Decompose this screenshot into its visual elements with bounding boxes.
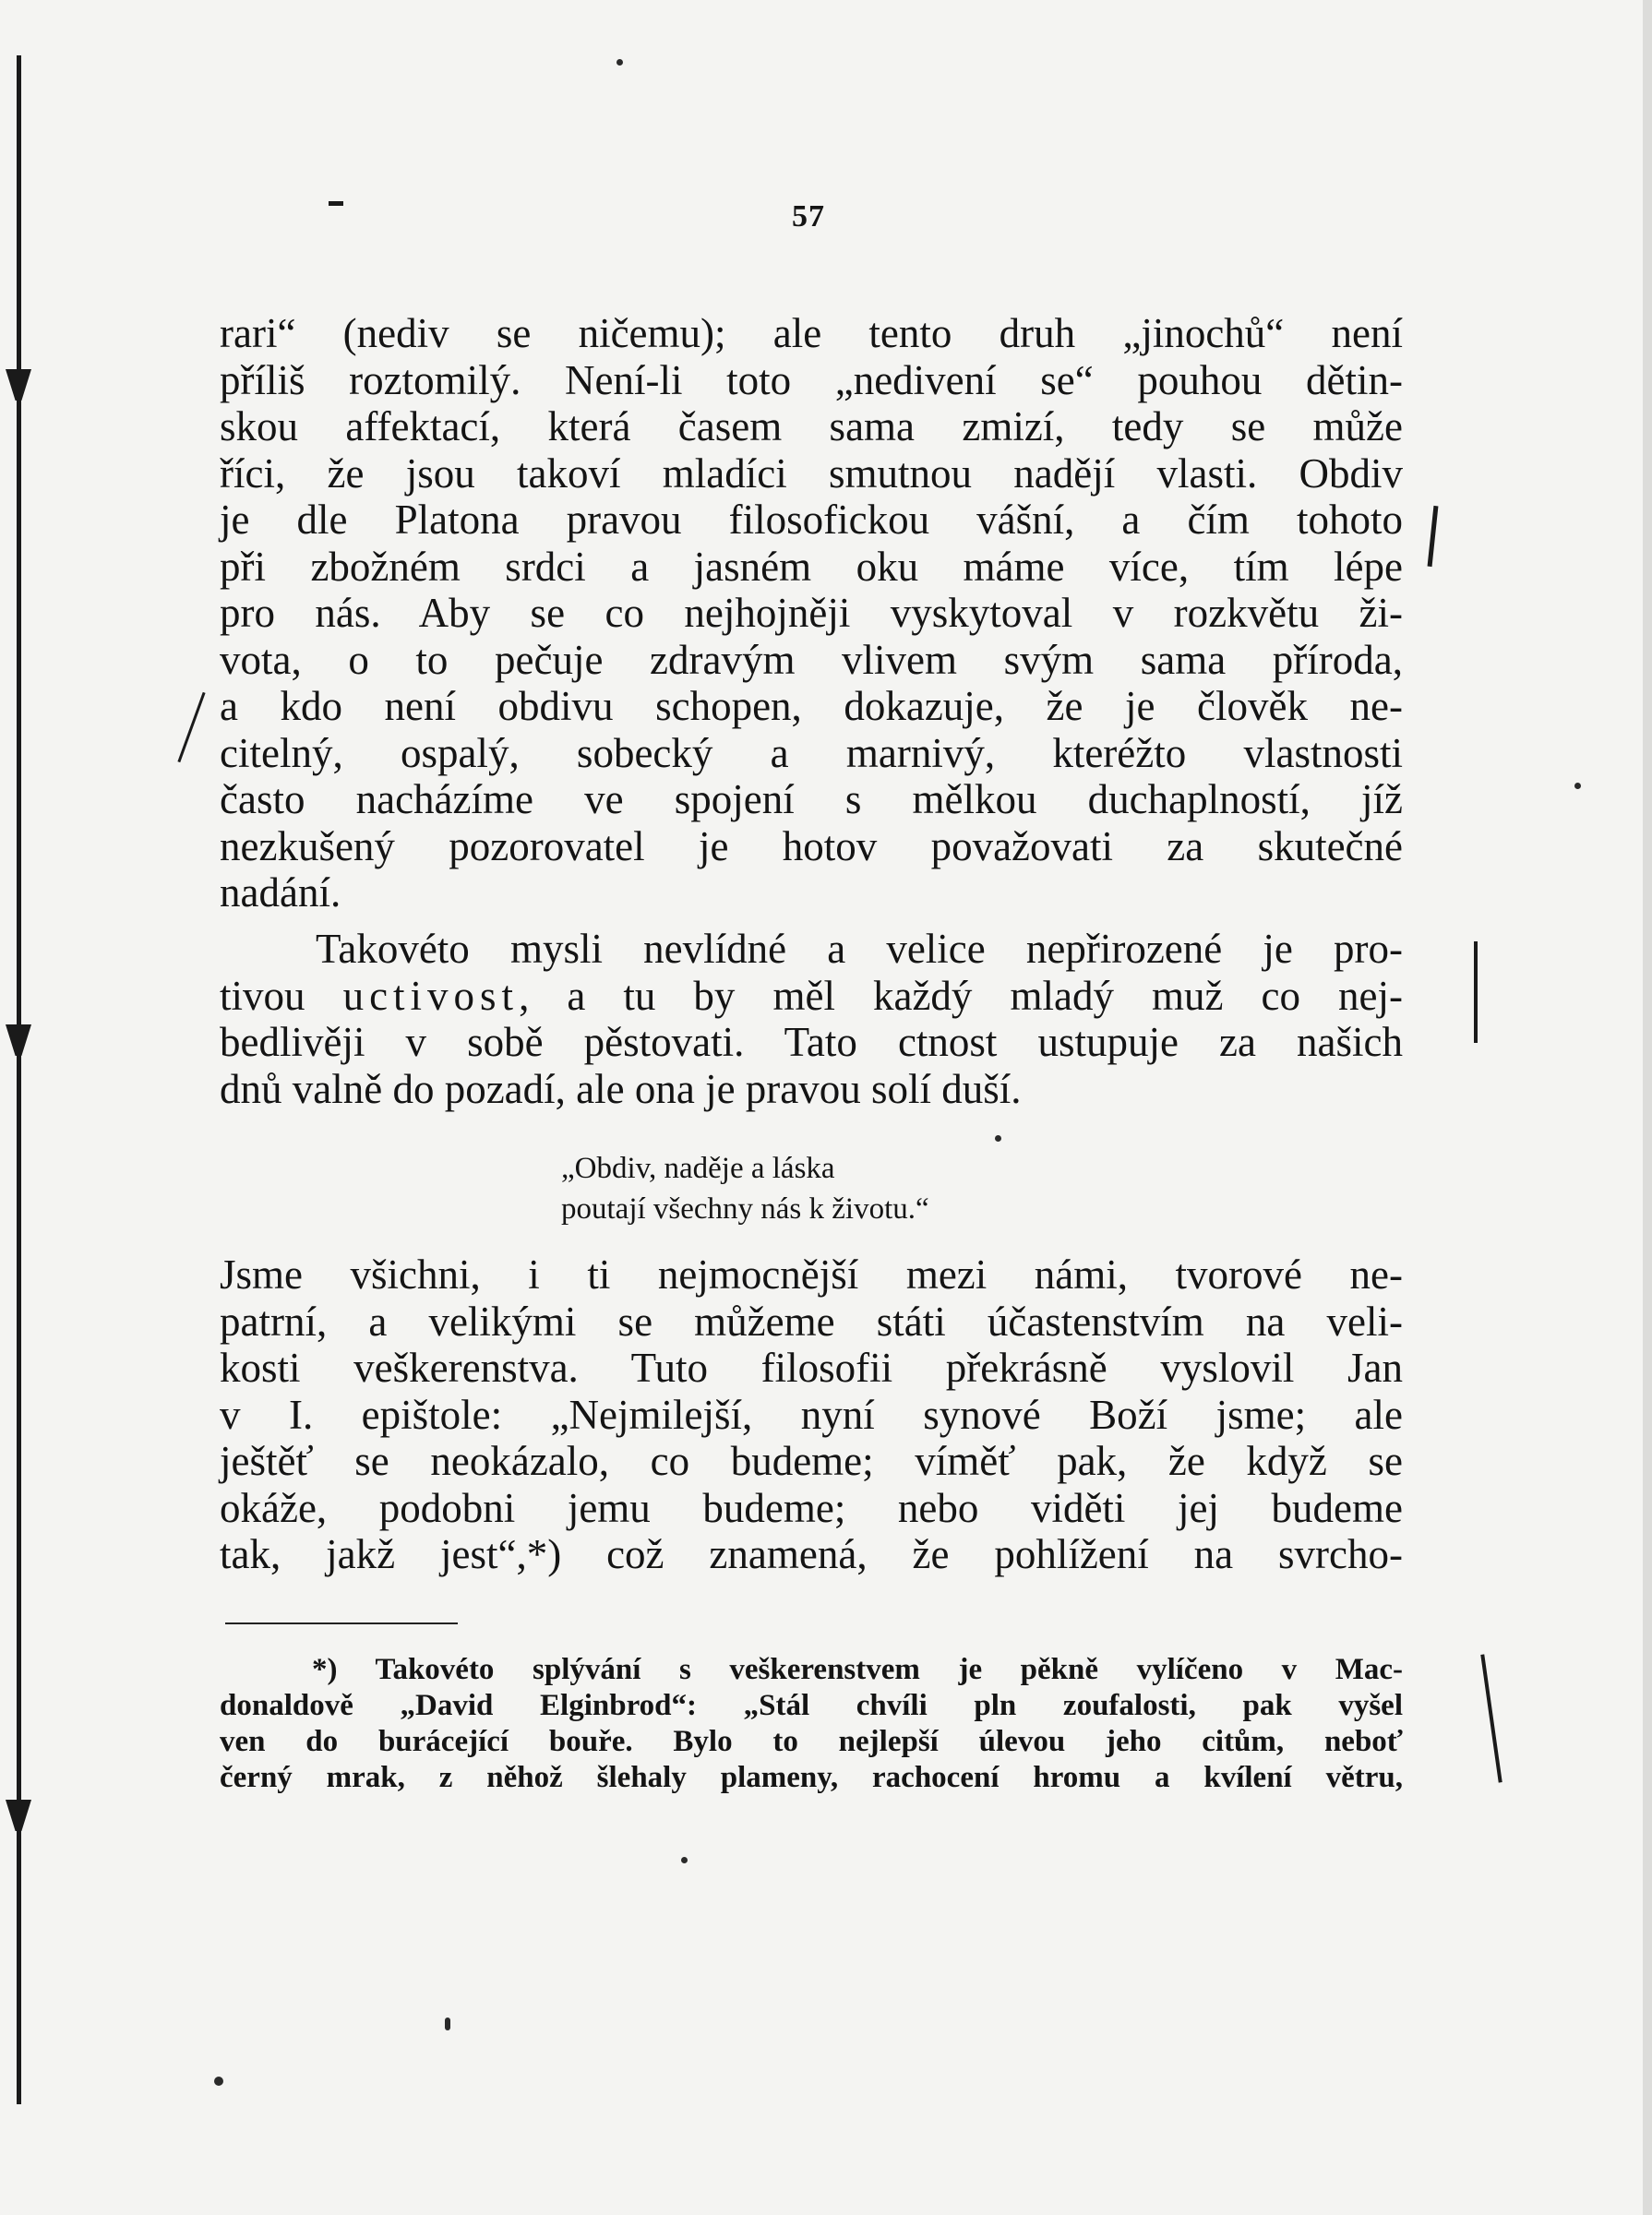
footnote-line: *) Takovéto splývání s veškerenstvem je pěkně vylíčeno v Mac- [312, 1653, 1403, 1686]
paragraph-2 [220, 926, 1403, 1112]
binding-stitch [6, 1800, 31, 1831]
text-line: v I. epištole: „Nejmilejší, nyní synové Boží jsme; ale [220, 1391, 1403, 1438]
margin-mark [1474, 941, 1478, 1043]
footnote-line: ven do burácející bouře. Bylo to nejlepší úlevou jeho citům, neboť [220, 1725, 1403, 1758]
text-line: rari“ (nediv se ničemu); ale tento druh „jinochů“ není [220, 310, 1403, 356]
text-line: skou affektací, která časem sama zmizí, tedy se může [220, 403, 1403, 449]
footnote-line: donaldově „David Elginbrod“: „Stál chvíli pln zoufalosti, pak vyšel [220, 1689, 1403, 1722]
text-line: nezkušený pozorovatel je hotov považovati za skutečné [220, 822, 1403, 869]
margin-mark [329, 201, 343, 206]
text-line: patrní, a velikými se můžeme státi účastenstvím na veli- [220, 1298, 1403, 1345]
text-line: citelný, ospalý, sobecký a marnivý, kteréžto vlastnosti [220, 729, 1403, 776]
text-line: je dle Platona pravou filosofickou vášní, a čím tohoto [220, 497, 1403, 543]
text-line: ještěť se neokázalo, co budeme; víměť pak, že když se [220, 1438, 1403, 1484]
text-line: vota, o to pečuje zdravým vlivem svým sama příroda, [220, 636, 1403, 683]
text-line [220, 973, 1403, 1020]
text-line: tak, jakž jest“,*) což znamená, že pohlížení na svrcho- [220, 1531, 1403, 1577]
speck [1574, 783, 1581, 789]
text-line: Takovéto mysli nevlídné a velice nepřirozené je pro- [316, 926, 1403, 972]
text-line: při zbožném srdci a jasném oku máme více, tím lépe [220, 543, 1403, 590]
speck [214, 2077, 223, 2086]
footnote-divider [225, 1622, 458, 1624]
text-line: pro nás. Aby se co nejhojněji vyskytoval v rozkvětu ži- [220, 590, 1403, 636]
margin-mark [1428, 506, 1439, 567]
margin-mark [177, 692, 205, 762]
emphasized-word: uctivost [342, 972, 520, 1019]
text-line: dnů valně do pozadí, ale ona je pravou solí duší. [220, 1065, 1022, 1112]
binding-stitch [6, 369, 31, 401]
margin-mark [1480, 1654, 1502, 1782]
text-line: a kdo není obdivu schopen, dokazuje, že je člověk ne- [220, 683, 1403, 729]
footnote-line: černý mrak, z něhož šlehaly plameny, rachocení hromu a kvílení větru, [220, 1761, 1403, 1794]
paragraph-1 [220, 310, 1403, 916]
speck [681, 1857, 688, 1863]
verse-quote [561, 1148, 929, 1229]
text-line: nadání. [220, 869, 341, 916]
page-edge [1643, 0, 1652, 2215]
text-fragment: , a tu by měl každý mladý muž co nej- [519, 972, 1403, 1019]
speck [995, 1135, 1001, 1142]
text-line: bedlivěji v sobě pěstovati. Tato ctnost ustupuje za našich [220, 1019, 1403, 1065]
text-line: příliš roztomilý. Není-li toto „nedivení se“ pouhou dětin- [220, 356, 1403, 403]
speck [445, 2017, 450, 2030]
footnote [220, 1652, 1403, 1796]
page-number: 57 [792, 199, 825, 233]
text-line: okáže, podobni jemu budeme; nebo viděti jej budeme [220, 1484, 1403, 1531]
text-line: často nacházíme ve spojení s mělkou duchaplností, jíž [220, 776, 1403, 822]
binding-stitch [6, 1024, 31, 1056]
verse-line: poutají všechny nás k životu.“ [561, 1192, 929, 1226]
text-line: Jsme všichni, i ti nejmocnější mezi námi, tvorové ne- [220, 1251, 1403, 1298]
binding-rail [17, 55, 21, 2104]
verse-line: „Obdiv, naděje a láska [561, 1152, 835, 1185]
text-fragment: tivou [220, 972, 305, 1019]
text-line: kosti veškerenstva. Tuto filosofii překrásně vyslovil Jan [220, 1345, 1403, 1391]
text-line: říci, že jsou takoví mladíci smutnou nadějí vlasti. Obdiv [220, 449, 1403, 497]
speck [617, 59, 623, 66]
binding-edge [6, 55, 24, 2104]
paragraph-3 [220, 1251, 1403, 1578]
